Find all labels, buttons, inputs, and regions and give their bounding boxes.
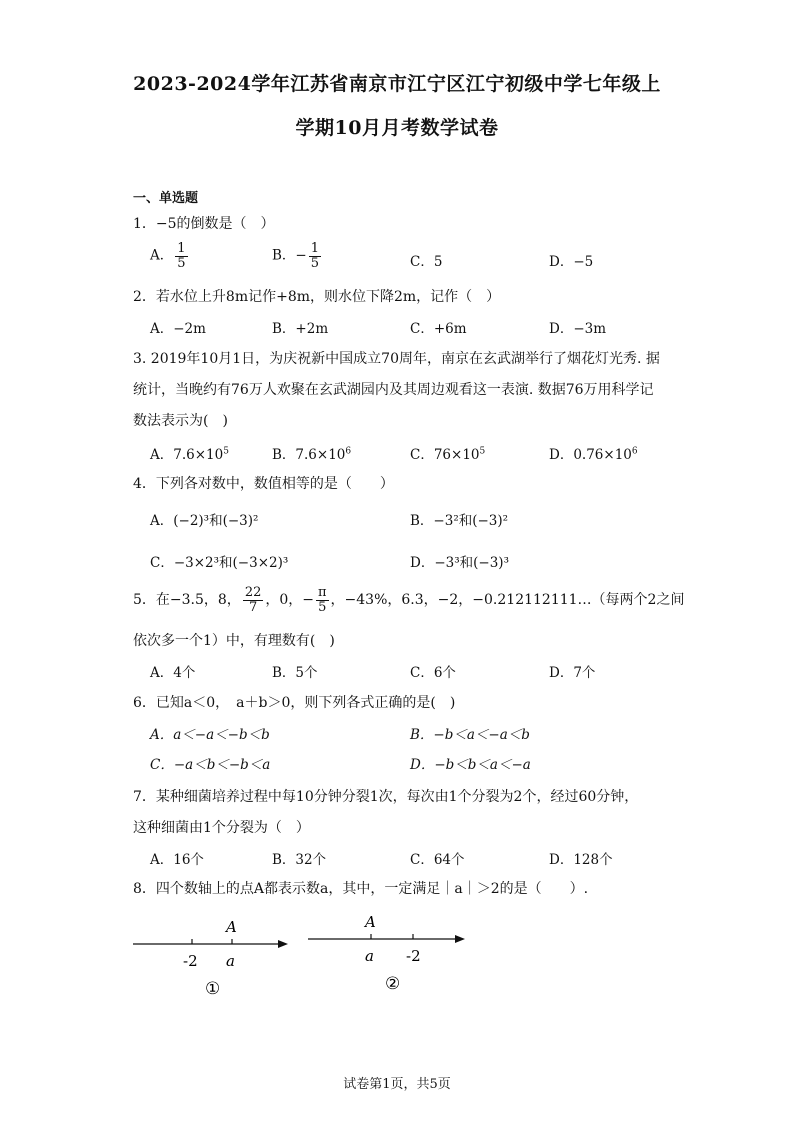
q1-b-label: B．− [272,247,307,264]
q1-option-b [272,242,323,270]
q7-option-b: B．32个 [272,852,327,868]
a-label-1: a [226,952,235,970]
q4-stem: 4．下列各对数中，数值相等的是（ ） [133,476,394,492]
point-a-label-1: A [226,918,237,936]
a-label-2: a [365,947,374,965]
title-line-1: 2023-2024学年江苏省南京市江宁区江宁初级中学七年级上 [133,73,661,95]
number-line-figure-1 [125,910,300,1000]
q3-c-exp: 5 [479,446,486,457]
q5-post: ，−43%，6.3，−2，−0.212112111…（每两个2之间 [330,592,685,609]
q7-option-c: C．64个 [410,852,465,868]
q6-option-c: C．−a＜b＜−b＜a [150,757,271,773]
q1-b-num: 1 [310,241,320,256]
q3-line-1: 3. 2019年10月1日，为庆祝新中国成立70周年，南京在玄武湖举行了烟花灯光秀. 据 [133,351,660,367]
q1-option-d: D．−5 [549,254,594,270]
q7-line-1: 7．某种细菌培养过程中每10分钟分裂1次，每次由1个分裂为2个，经过60分钟， [133,789,639,805]
axis-arrow-2 [455,935,465,943]
caption-1: ① [205,979,221,999]
q2-stem: 2．若水位上升8m记作+8m，则水位下降2m，记作（ ） [133,289,501,305]
q3-line-3: 数法表示为( ) [133,413,228,429]
q5-g-den: 5 [318,599,327,615]
q4-option-b: B．−3²和(−3)² [410,513,509,529]
q5-fraction-pi-5 [316,586,329,614]
q1-option-a [150,242,190,270]
q6-option-d: D．−b＜b＜a＜−a [410,757,531,773]
q5-f-den: 7 [248,599,258,615]
q1-b-fraction [309,242,321,270]
axis-arrow-1 [278,940,288,948]
title-line-2: 学期10月月考数学试卷 [295,117,499,139]
q3-a-base: A．7.6×10 [150,447,224,463]
q1-option-c: C．5 [410,254,443,270]
caption-2: ② [385,974,401,994]
neg2-label-1: -2 [183,952,198,970]
q3-line-2: 统计，当晚约有76万人欢聚在玄武湖园内及其周边观看这一表演. 数据76万用科学记 [133,382,654,398]
q7-line-2: 这种细菌由1个分裂为（ ） [133,820,310,836]
q3-b-base: B．7.6×10 [272,447,346,463]
q3-c-base: C．76×10 [410,447,480,463]
q6-option-b: B．−b＜a＜−a＜b [410,727,530,743]
q3-d-exp: 6 [631,446,638,457]
q5-line-1 [133,586,684,614]
q2-option-b: B．+2m [272,321,329,337]
q1-a-label: A． [150,247,174,264]
q4-option-c: C．−3×2³和(−3×2)³ [150,555,289,571]
q6-option-a: A．a＜−a＜−b＜b [150,727,270,743]
q4-option-a: A．(−2)³和(−3)² [150,513,259,529]
q5-f-num: 22 [244,585,262,600]
q2-option-d: D．−3m [549,321,607,337]
q5-g-num: π [318,585,327,600]
q3-a-exp: 5 [223,446,229,457]
q5-option-b: B．5个 [272,665,318,681]
section-heading: 一、单选题 [133,191,199,206]
point-a-label-2: A [365,913,376,931]
neg2-label-2: -2 [406,947,421,965]
q5-fraction-22-7 [243,586,264,614]
q5-option-d: D．7个 [549,665,596,681]
q5-mid: ，0，− [265,592,314,609]
q4-option-d: D．−3³和(−3)³ [410,555,509,571]
q3-b-exp: 6 [345,446,352,457]
number-line-figure-2 [300,905,475,995]
q5-line-2: 依次多一个1）中，有理数有( ) [133,633,335,649]
q3-option-a [150,443,229,463]
q1-a-den: 5 [177,255,186,271]
q7-option-a: A．16个 [150,852,204,868]
q3-option-c [410,443,485,463]
q1-a-fraction [175,242,187,270]
q5-pre: 5．在−3.5，8， [133,592,241,609]
q2-option-c: C．+6m [410,321,467,337]
page-footer: 试卷第1页，共5页 [343,1077,451,1092]
q1-b-den: 5 [310,255,320,271]
q7-option-d: D．128个 [549,852,613,868]
q8-stem: 8．四个数轴上的点A都表示数a，其中，一定满足｜a｜＞2的是（ ）. [133,881,589,897]
q3-d-base: D．0.76×10 [549,447,632,463]
q6-stem: 6．已知a＜0， a＋b＞0，则下列各式正确的是( ) [133,695,456,711]
q2-option-a: A．−2m [150,321,206,337]
q5-option-c: C．6个 [410,665,456,681]
q1-stem: 1．−5的倒数是（ ） [133,216,275,232]
q3-option-b [272,443,351,463]
q5-option-a: A．4个 [150,665,196,681]
q3-option-d [549,443,638,463]
q1-a-num: 1 [177,241,186,256]
